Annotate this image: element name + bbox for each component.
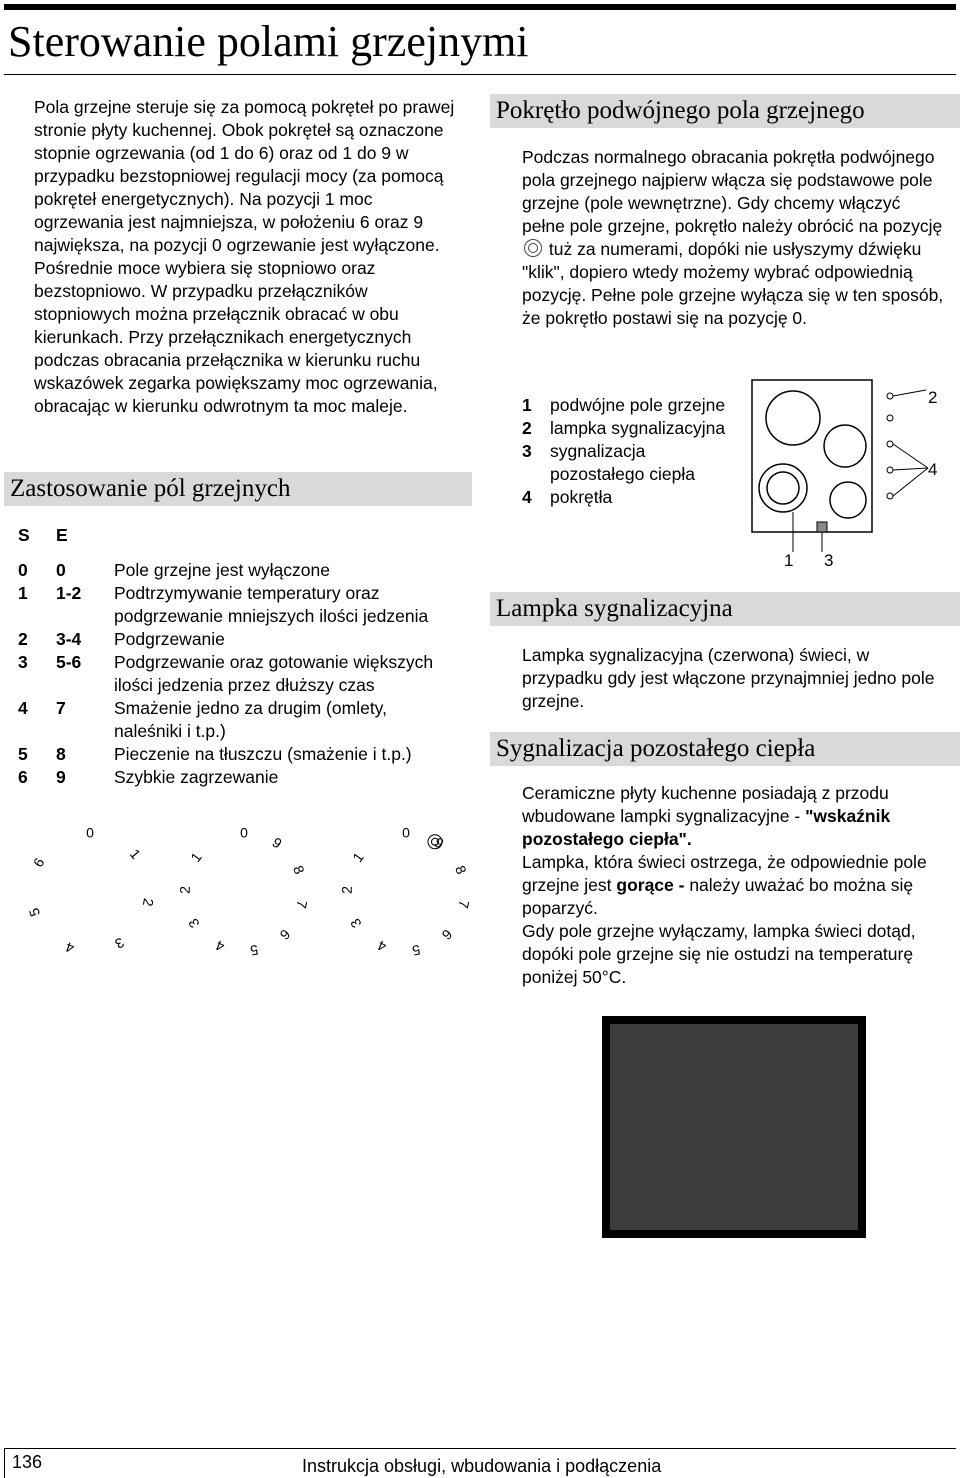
cell-e: 7 (56, 698, 66, 718)
table-row (18, 766, 458, 789)
leader-line-4 (893, 444, 928, 468)
col-s-header: S (18, 525, 30, 545)
dial-label: 4 (63, 938, 77, 957)
dial-label: 0 (402, 826, 410, 841)
cell-s: 0 (18, 560, 28, 580)
cell-desc: Podgrzewanie (114, 629, 225, 649)
residual-heat-indicator (817, 522, 827, 532)
legend-num: 4 (522, 487, 532, 507)
residual-p2-bold: gorące - (616, 875, 685, 895)
title-rule (4, 74, 956, 75)
residual-paragraph-1 (522, 782, 946, 851)
cell-desc: Smażenie jedno za drugim (omlety, naleśniki i t.p.) (114, 698, 387, 741)
dial-label: 7 (455, 898, 473, 910)
cell-e: 1-2 (56, 583, 82, 603)
dial-label: 3 (184, 915, 203, 931)
diagram-label-4: 4 (928, 460, 938, 479)
diagram-label-2: 2 (928, 388, 938, 407)
dual-text-a: Podczas normalnego obracania pokrętła podwójnego pola grzejnego najpierw włącza się podstawowe pole grzejne (pole wewnętrzne). Gdy chcemy włączyć pełne pole grzejne, pokrętło należy obrócić na pozycję (522, 147, 943, 236)
dial-label: 2 (176, 885, 193, 895)
knob-dial-dual (339, 826, 473, 959)
dial-label: 7 (293, 898, 311, 910)
leader-line-4 (893, 468, 928, 470)
cell-s: 2 (18, 629, 28, 649)
lamp-heading: Lampka sygnalizacyjna (490, 592, 960, 626)
col-e-header: E (56, 525, 68, 545)
footer-rule (4, 1448, 956, 1449)
knob-icon (887, 467, 893, 473)
cell-s: 1 (18, 583, 28, 603)
knob-dial-energy (177, 826, 311, 959)
dial-label: 6 (29, 854, 48, 870)
legend-text: lampka sygnalizacyjna (550, 418, 726, 438)
dial-label: 8 (290, 863, 308, 877)
legend-num: 1 (522, 395, 532, 415)
page-number: 136 (12, 1452, 43, 1472)
legend-text: podwójne pole grzejne (550, 395, 726, 415)
legend-text: sygnalizacja pozostałego ciepła (550, 441, 695, 484)
cell-e: 0 (56, 560, 66, 580)
diagram-label-3: 3 (824, 551, 834, 570)
usage-table (18, 524, 458, 789)
dial-label: 3 (112, 934, 128, 953)
dial-label: 4 (375, 937, 389, 956)
dial-label: 5 (249, 941, 260, 959)
dial-label: 3 (346, 915, 365, 931)
cooktop-glass (610, 1024, 858, 1230)
residual-p1-bold: "wskaźnik pozostałego ciepła". (522, 806, 891, 849)
dial-label: 1 (187, 849, 205, 865)
page-title: Sterowanie polami grzejnymi (8, 17, 529, 66)
legend-num: 3 (522, 441, 532, 461)
diagram-label-1: 1 (784, 551, 794, 570)
intro-paragraph: Pola grzejne steruje się za pomocą pokręteł po prawej stronie płyty kuchennej. Obok pokręteł są oznaczone stopnie ogrzewania (od 1 do 6) oraz od 1 do 9 w przypadku bezstopniowej regulacji mocy (za pomocą pokręteł energetycznych). Na pozycji 1 moc ogrzewania jest najmniejsza, w położeniu 6 oraz 9 największa, na pozycji 0 ogrzewanie jest wyłączone. Pośrednie moce wybiera się stopniowo oraz bezstopniowo. W przypadku przełączników stopniowych można przełącznik obracać w obu kierunkach. Przy przełącznikach energetycznych podczas obracania przełącznika w kierunku ruchu wskazówek zegarka powiększamy moc ogrzewania, obracając w kierunku odwrotnym ta moc maleje. (34, 97, 455, 416)
double-circle-icon (524, 239, 542, 257)
diagram-legend (522, 394, 742, 509)
dial-label: 1 (349, 849, 367, 865)
dial-label: 5 (411, 941, 422, 959)
dial-label: 6 (438, 926, 456, 944)
list-item (522, 486, 742, 509)
list-item (522, 417, 742, 440)
footer-left-rule (4, 1448, 5, 1478)
residual-heading: Sygnalizacja pozostałego ciepła (490, 732, 960, 766)
cell-desc: Podtrzymywanie temperatury oraz podgrzewanie mniejszych ilości jedzenia (114, 583, 429, 626)
dial-label: 9 (431, 834, 447, 852)
knob-icon (887, 441, 893, 447)
table-row (18, 582, 458, 628)
table-row (18, 628, 458, 651)
legend-num: 2 (522, 418, 532, 438)
residual-p2-text-b: należy uważać bo można się poparzyć. (522, 875, 914, 918)
cell-e: 9 (56, 767, 66, 787)
residual-p1-text: Ceramiczne płyty kuchenne posiadają z przodu wbudowane lampki sygnalizacyjne - (522, 783, 889, 826)
table-row (18, 743, 458, 766)
cooktop-diagram (740, 376, 960, 576)
lamp-paragraph: Lampka sygnalizacyjna (czerwona) świeci, w przypadku gdy jest włączone przynajmniej jedno pole grzejne. (522, 645, 935, 711)
legend-text: pokrętła (550, 487, 613, 507)
list-item (522, 440, 742, 486)
knob-icon (887, 493, 893, 499)
cell-e: 5-6 (56, 652, 82, 672)
cell-s: 3 (18, 652, 28, 672)
cell-desc: Podgrzewanie oraz gotowanie większych ilości jedzenia przez dłuższy czas (114, 652, 434, 695)
dual-text-b: tuż za numerami, dopóki nie usłyszymy dźwięku "klik", dopiero wtedy możemy wybrać odpowiednią pozycję. Pełne pole grzejne wyłącza się w ten sposób, że pokrętło postawi się na pozycję 0. (522, 239, 944, 328)
top-rule (4, 4, 956, 10)
residual-text (522, 782, 946, 989)
signal-lamp (887, 393, 893, 399)
residual-p2-text: Lampka, która świeci ostrzega, że odpowiednie pole grzejne jest (522, 852, 927, 895)
dial-label: 2 (139, 897, 157, 908)
dial-label: 0 (86, 826, 94, 841)
cell-s: 4 (18, 698, 28, 718)
table-row (18, 697, 458, 743)
dial-label: 0 (240, 826, 248, 841)
table-row (18, 559, 458, 582)
dial-label: 5 (25, 905, 44, 919)
dial-label: 1 (126, 845, 145, 862)
dial-label: 6 (276, 926, 294, 944)
table-row (18, 651, 458, 697)
dial-label: 4 (213, 937, 227, 956)
leader-line-2 (893, 390, 926, 396)
residual-paragraph-2 (522, 851, 946, 920)
dual-knob-heading: Pokrętło podwójnego pola grzejnego (490, 94, 960, 128)
cell-e: 8 (56, 744, 66, 764)
leader-line-4 (893, 468, 928, 496)
list-item (522, 394, 742, 417)
dial-label: 2 (338, 885, 355, 895)
dual-knob-paragraph (522, 146, 946, 330)
cooktop-photo (602, 1016, 866, 1238)
footer-text: Instrukcja obsługi, wbudowania i podłączenia (302, 1456, 662, 1476)
usage-heading: Zastosowanie pól grzejnych (4, 472, 472, 506)
knob-icon (887, 415, 893, 421)
dial-label: 9 (269, 834, 285, 852)
table-header (18, 524, 458, 547)
cell-desc: Pieczenie na tłuszczu (smażenie i t.p.) (114, 744, 412, 764)
cell-e: 3-4 (56, 629, 82, 649)
dial-label: 8 (452, 863, 470, 877)
cell-s: 5 (18, 744, 28, 764)
cell-desc: Pole grzejne jest wyłączone (114, 560, 330, 580)
knob-dials (20, 826, 490, 966)
cell-desc: Szybkie zagrzewanie (114, 767, 279, 787)
residual-paragraph-3: Gdy pole grzejne wyłączamy, lampka świeci dotąd, dopóki pole grzejne się nie ostudzi na temperaturę poniżej 50°C. (522, 921, 916, 987)
knob-dial-stepped (25, 826, 157, 957)
cell-s: 6 (18, 767, 28, 787)
